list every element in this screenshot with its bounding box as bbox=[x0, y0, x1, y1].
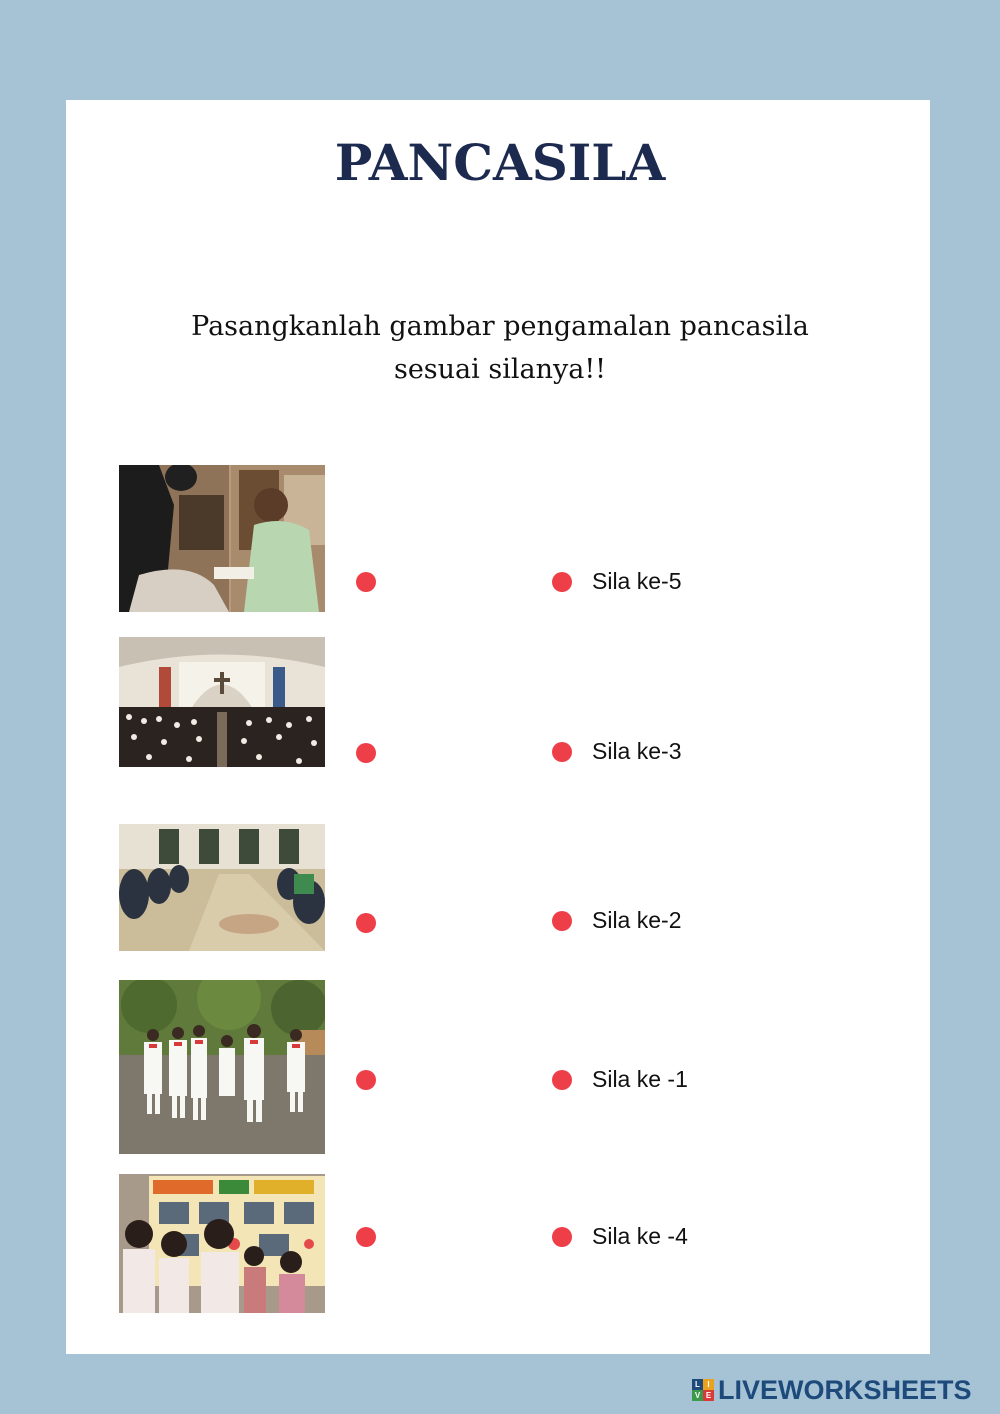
image-4-match-dot[interactable] bbox=[356, 1070, 376, 1090]
brand-name: LIVEWORKSHEETS bbox=[718, 1374, 972, 1405]
answer-3-match-dot[interactable] bbox=[552, 911, 572, 931]
answer-2-match-dot[interactable] bbox=[552, 742, 572, 762]
answer-label-sila-5: Sila ke-5 bbox=[592, 568, 682, 594]
answer-4-match-dot[interactable] bbox=[552, 1070, 572, 1090]
logo-letter-e: E bbox=[703, 1390, 714, 1401]
answer-5-match-dot[interactable] bbox=[552, 1227, 572, 1247]
logo-letter-i: I bbox=[703, 1379, 714, 1390]
photo-flag-ceremony-team bbox=[119, 980, 325, 1154]
page-title: PANCASILA bbox=[334, 133, 666, 192]
logo-letter-v: V bbox=[692, 1390, 703, 1401]
image-5-match-dot[interactable] bbox=[356, 1227, 376, 1247]
image-2-match-dot[interactable] bbox=[356, 743, 376, 763]
answer-label-sila-3: Sila ke-3 bbox=[592, 738, 682, 764]
photo-village-meeting bbox=[119, 824, 325, 951]
logo-letter-l: L bbox=[692, 1379, 703, 1390]
image-3-match-dot[interactable] bbox=[356, 913, 376, 933]
image-1-match-dot[interactable] bbox=[356, 572, 376, 592]
answer-label-sila-2: Sila ke-2 bbox=[592, 907, 682, 933]
answer-label-sila-1: Sila ke -1 bbox=[592, 1066, 688, 1092]
liveworksheets-logo-icon bbox=[692, 1379, 714, 1401]
answer-1-match-dot[interactable] bbox=[552, 572, 572, 592]
answer-label-sila-4: Sila ke -4 bbox=[592, 1223, 688, 1249]
instruction-line-2: sesuai silanya!! bbox=[393, 354, 607, 385]
instruction-line-1: Pasangkanlah gambar pengamalan pancasila bbox=[191, 311, 809, 342]
instruction-text bbox=[120, 305, 880, 391]
photo-church-mass bbox=[119, 637, 325, 767]
photo-students-wall-magazine bbox=[119, 1174, 325, 1313]
liveworksheets-brand[interactable] bbox=[692, 1374, 972, 1406]
photo-reading-quran bbox=[119, 465, 325, 612]
